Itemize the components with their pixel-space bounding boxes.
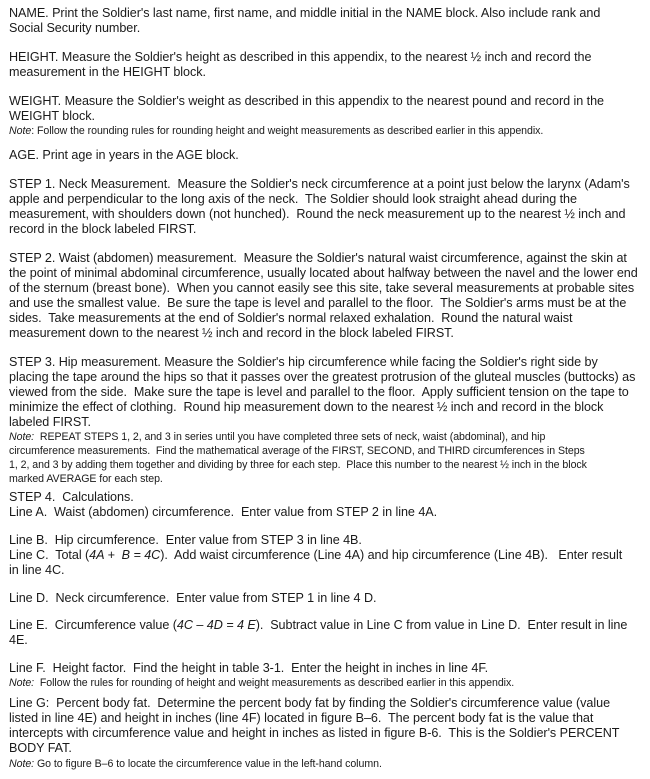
step4-line-g: listed in line 4E) and height in inches (line 4F) located in figure B–6. The percent body fat is the value that xyxy=(9,711,594,725)
step3-note-line: 1, 2, and 3 by adding them together and dividing by three for each step. Place this number to the nearest ½ inch in the block xyxy=(9,459,587,471)
step4-line-f-note xyxy=(9,676,514,690)
step2-line: and use the smallest value. Be sure the tape is level and parallel to the floor. The Soldier's arms must be at the xyxy=(9,296,627,310)
step4-line-g-note xyxy=(9,757,382,771)
name-instruction-line: NAME. Print the Soldier's last name, first name, and middle initial in the NAME block. Also include rank and xyxy=(9,6,601,20)
step4-line-f: Line F. Height factor. Find the height in table 3-1. Enter the height in inches in line 4F. xyxy=(9,661,489,675)
note-label: Note: xyxy=(9,758,35,770)
line-e-suffix: ). Subtract value in Line C from value in Line D. Enter result in line xyxy=(255,618,628,632)
step4-line-g: Line G: Percent body fat. Determine the percent body fat by finding the Soldier's circumference value (value xyxy=(9,696,611,710)
step2-line: measurement down to the nearest ½ inch and record in the block labeled FIRST. xyxy=(9,326,454,340)
step4-line-e-continuation: 4E. xyxy=(9,633,28,647)
step3-line: viewed from the side. Make sure the tape is level and parallel to the floor. Apply sufficient tension on the tape to xyxy=(9,385,629,399)
step4-line-a: Line A. Waist (abdomen) circumference. Enter value from STEP 2 in line 4A. xyxy=(9,505,438,519)
step3-line: STEP 3. Hip measurement. Measure the Soldier's hip circumference while facing the Soldier's right side by xyxy=(9,355,598,369)
step4-line-b: Line B. Hip circumference. Enter value from STEP 3 in line 4B. xyxy=(9,533,362,547)
step1-line: measurement, with shoulders down (not hunched). Round the neck measurement up to the nearest ½ inch and xyxy=(9,207,626,221)
weight-note xyxy=(9,124,543,138)
note-label: Note: xyxy=(9,431,35,443)
step3-note-line: circumference measurements. Find the mathematical average of the FIRST, SECOND, and THIRD circumferences in Steps xyxy=(9,445,585,457)
name-instruction-line: Social Security number. xyxy=(9,21,141,35)
step1-line: STEP 1. Neck Measurement. Measure the Soldier's neck circumference at a point just below the larynx (Adam's xyxy=(9,177,630,191)
line-c-suffix: ). Add waist circumference (Line 4A) and hip circumference (Line 4B). Enter result xyxy=(160,548,623,562)
step2-line: the point of minimal abdominal circumference, usually located about halfway between the navel and the lower end xyxy=(9,266,638,280)
note-text: Go to figure B–6 to locate the circumference value in the left-hand column. xyxy=(34,758,382,770)
note-text: Follow the rules for rounding of height and weight measurements as described earlier in this appendix. xyxy=(34,677,515,689)
step4-line-c-continuation: in line 4C. xyxy=(9,563,65,577)
note-label: Note: xyxy=(9,677,35,689)
weight-instruction-line: WEIGHT. Measure the Soldier's weight as described in this appendix to the nearest pound and record in the xyxy=(9,94,604,108)
weight-instruction-line: WEIGHT block. xyxy=(9,109,95,123)
step3-line: minimize the effect of clothing. Round hip measurement down to the nearest ½ inch and record in the block xyxy=(9,400,604,414)
step4-line-g: BODY FAT. xyxy=(9,741,72,755)
note-text: : Follow the rounding rules for rounding height and weight measurements as described earlier in this appendix. xyxy=(31,125,544,137)
line-c-prefix: Line C. Total ( xyxy=(9,548,90,562)
step3-note-line: marked AVERAGE for each step. xyxy=(9,473,163,485)
step4-line-g: intercepts with circumference value and height in inches as listed in figure B-6. This is the Soldier's PERCENT xyxy=(9,726,620,740)
step2-line: of the sternum (breast bone). When you cannot easily see this site, take several measurements at probable sites xyxy=(9,281,635,295)
step4-line-e xyxy=(9,618,627,633)
step3-line: placing the tape around the hips so that it passes over the greatest protrusion of the gluteal muscles (buttocks) as xyxy=(9,370,636,384)
step3-line: labeled FIRST. xyxy=(9,415,91,429)
step1-line: record in the block labeled FIRST. xyxy=(9,222,197,236)
step2-line: STEP 2. Waist (abdomen) measurement. Measure the Soldier's natural waist circumference, against the skin at xyxy=(9,251,627,265)
note-text: REPEAT STEPS 1, 2, and 3 in series until you have completed three sets of neck, waist (abdominal), and hip xyxy=(34,431,546,443)
step3-note-line xyxy=(9,430,545,444)
height-instruction-line: measurement in the HEIGHT block. xyxy=(9,65,206,79)
step1-line: apple and perpendicular to the long axis of the neck. The Soldier should look straight ahead during the xyxy=(9,192,577,206)
step4-line-d: Line D. Neck circumference. Enter value from STEP 1 in line 4 D. xyxy=(9,591,377,605)
line-e-formula: 4C – 4D = 4 E xyxy=(176,618,256,632)
height-instruction-line: HEIGHT. Measure the Soldier's height as described in this appendix, to the nearest ½ inch and record the xyxy=(9,50,592,64)
line-c-formula: 4A + B = 4C xyxy=(89,548,161,562)
note-label: Note xyxy=(9,125,32,137)
step2-line: sides. Take measurements at the end of Soldier's normal relaxed exhalation. Round the natural waist xyxy=(9,311,573,325)
step4-line-c xyxy=(9,548,622,563)
step4-title: STEP 4. Calculations. xyxy=(9,490,134,504)
age-instruction-line: AGE. Print age in years in the AGE block. xyxy=(9,148,239,162)
line-e-prefix: Line E. Circumference value ( xyxy=(9,618,177,632)
